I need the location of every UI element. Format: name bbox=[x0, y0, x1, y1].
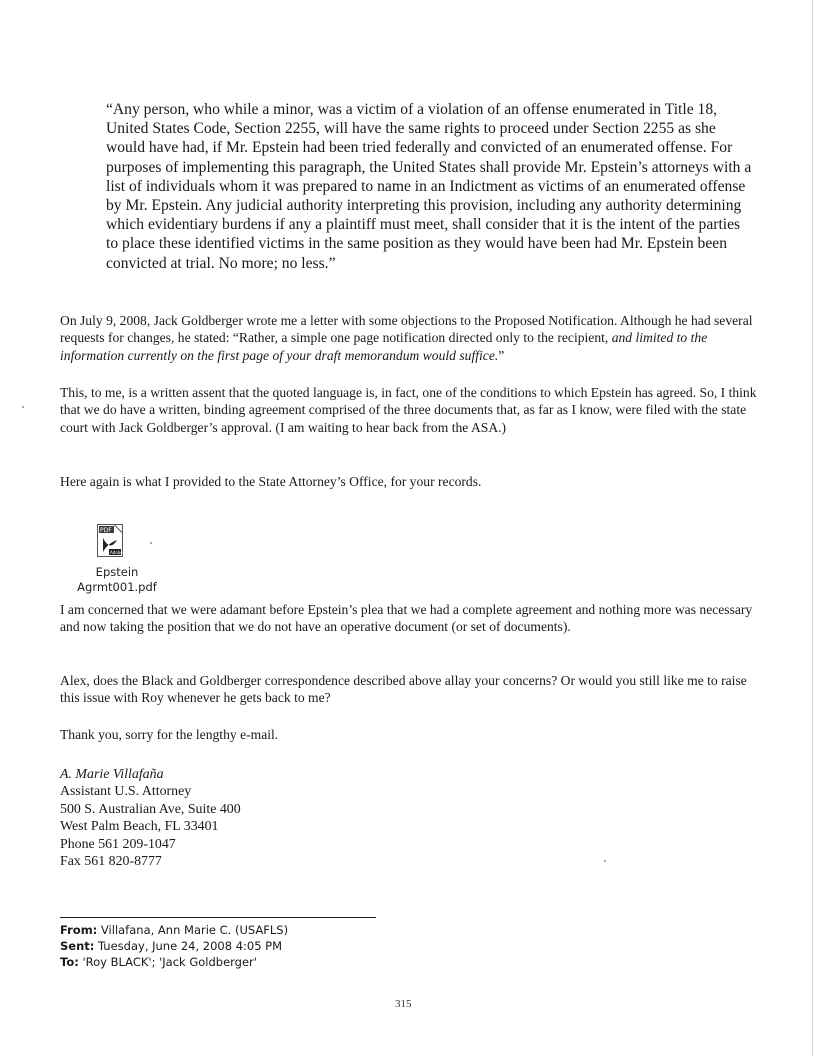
email-header-divider bbox=[60, 917, 376, 918]
email-to-row bbox=[60, 954, 288, 970]
quoted-agreement-paragraph: “Any person, who while a minor, was a victim of a violation of an offense enumerated in Title 18, United States Code, Section 2255, will have the same rights to proceed under Section 2255 as she would have had, if Mr. Epstein had been tried federally and convicted of an enumerated offense. For purposes of implementing this paragraph, the United States shall provide Mr. Epstein’s attorneys with a list of individuals whom it was prepared to name in an Indictment as victims of an enumerated offense by Mr. Epstein. Any judicial authority interpreting this provision, including any authority determining which evidentiary burdens if any a plaintiff must meet, shall consider that it is the intent of the parties to place these identified victims in the same position as they would have been had Mr. Epstein been convicted at trial. No more; no less.” bbox=[106, 101, 752, 272]
page-number: 315 bbox=[395, 998, 412, 1010]
signature-address-line2: West Palm Beach, FL 33401 bbox=[60, 819, 219, 835]
page-edge-line bbox=[812, 0, 813, 1056]
signature-address-line1: 500 S. Australian Ave, Suite 400 bbox=[60, 801, 241, 817]
para1-tail: ” bbox=[498, 347, 505, 363]
pdf-icon bbox=[97, 524, 123, 557]
email-from-value: Villafana, Ann Marie C. (USAFLS) bbox=[97, 923, 289, 937]
attachment-filename bbox=[62, 565, 172, 595]
svg-text:Adobe: Adobe bbox=[110, 550, 123, 555]
records-paragraph: Here again is what I provided to the State Attorney’s Office, for your records. bbox=[60, 474, 482, 489]
email-sent-row bbox=[60, 938, 288, 954]
written-assent-paragraph: This, to me, is a written assent that the quoted language is, in fact, one of the conditions to which Epstein has agreed. So, I think that we do have a written, binding agreement comprised of the three documents that, as far as I know, were filed with the state court with Jack Goldberger’s approval. (I am waiting to hear back from the ASA.) bbox=[60, 385, 757, 435]
email-sent-label: Sent: bbox=[60, 939, 95, 953]
signature-phone: Phone 561 209-1047 bbox=[60, 836, 176, 852]
email-from-label: From: bbox=[60, 923, 98, 937]
signature-block bbox=[60, 766, 241, 870]
para1-lead: On July 9, 2008, Jack Goldberger wrote me a letter with some objections to the Proposed Notification. Although he had several requests for changes, he stated: “Rather, a simple one page notification directed only to the recipient, bbox=[60, 313, 753, 346]
pdf-attachment[interactable] bbox=[62, 524, 172, 595]
email-to-label: To: bbox=[60, 955, 79, 969]
signature-title: Assistant U.S. Attorney bbox=[60, 784, 192, 800]
signature-name: A. Marie Villafaña bbox=[60, 767, 164, 782]
scan-speck bbox=[604, 860, 606, 862]
signature-fax: Fax 561 820-8777 bbox=[60, 854, 162, 870]
concern-paragraph: I am concerned that we were adamant before Epstein’s plea that we had a complete agreement and nothing more was necessary and now taking the position that we do not have an operative document (or set of documents). bbox=[60, 602, 753, 635]
scan-speck bbox=[22, 406, 24, 408]
thank-you-line: Thank you, sorry for the lengthy e-mail. bbox=[60, 727, 279, 742]
email-header bbox=[60, 922, 288, 970]
scan-speck bbox=[150, 542, 152, 544]
email-sent-value: Tuesday, June 24, 2008 4:05 PM bbox=[94, 939, 283, 953]
attachment-filename-line1: Epstein bbox=[95, 565, 139, 579]
alex-question-paragraph: Alex, does the Black and Goldberger correspondence described above allay your concerns? Or would you still like me to raise this issue with Roy whenever he gets back to me? bbox=[60, 673, 747, 706]
svg-text:PDF: PDF bbox=[100, 527, 112, 534]
goldberger-letter-paragraph bbox=[60, 312, 760, 364]
attachment-filename-line2: Agrmt001.pdf bbox=[77, 580, 157, 594]
para1-italic-quote: and limited to the information currently on the first page of your draft memorandum would suffice. bbox=[60, 330, 708, 363]
email-from-row bbox=[60, 922, 288, 938]
email-to-value: 'Roy BLACK'; 'Jack Goldberger' bbox=[78, 955, 257, 969]
